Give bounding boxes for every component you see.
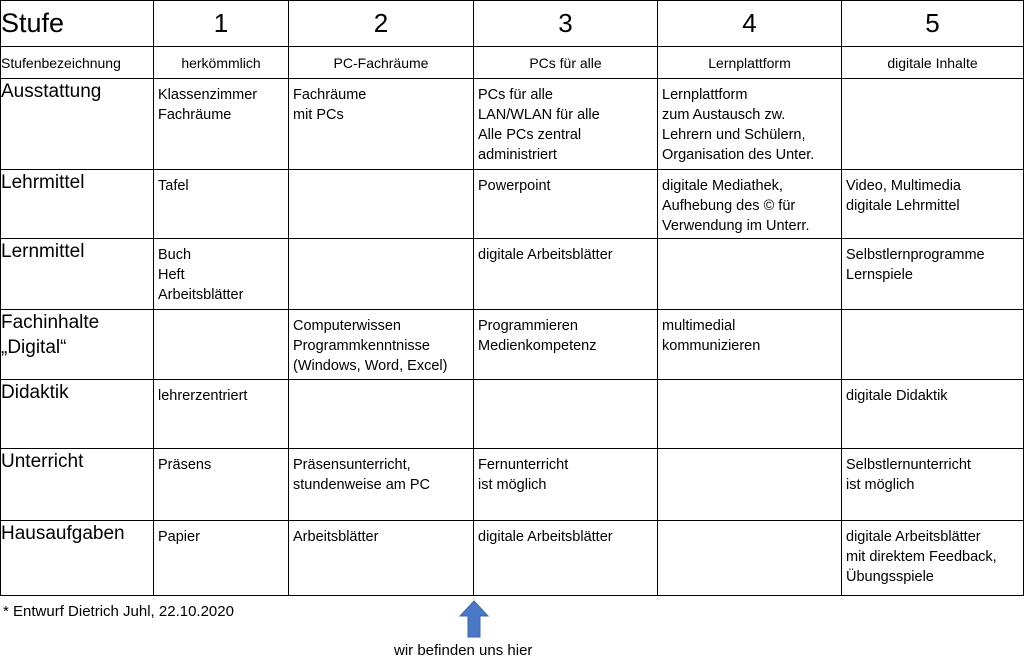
table-row [1, 449, 1024, 521]
table-cell [658, 380, 841, 386]
table-cell: Papier [158, 529, 200, 545]
table-cell: Fachräume mit PCs [293, 87, 367, 123]
row-label: Hausaufgaben [1, 521, 154, 596]
row-label: Lernmittel [1, 239, 154, 310]
stage-name: herkömmlich [154, 47, 289, 79]
table-cell [842, 310, 1023, 316]
table-cell: Selbstlernprogramme Lernspiele [846, 247, 985, 283]
table-cell: Computerwissen Programmkenntnisse (Windows, Word, Excel) [293, 318, 448, 374]
stage-number: 1 [154, 1, 289, 47]
table-cell: Programmieren Medienkompetenz [478, 318, 597, 354]
table-cell [842, 79, 1023, 85]
table-cell: Fernunterricht ist möglich [478, 457, 569, 493]
table-cell: Buch Heft Arbeitsblätter [158, 247, 244, 303]
table-cell [289, 239, 473, 245]
table-cell: lehrerzentriert [158, 388, 248, 404]
table-cell: Video, Multimedia digitale Lehrmittel [846, 178, 961, 214]
table-cell: Tafel [158, 178, 189, 194]
table-cell: digitale Mediathek, Aufhebung des © für Verwendung im Unterr. [662, 178, 810, 234]
row-label: Unterricht [1, 449, 154, 521]
table-cell: digitale Arbeitsblätter [478, 529, 613, 545]
position-marker-label: wir befinden uns hier [394, 642, 533, 659]
stage-name: Lernplattform [658, 47, 842, 79]
table-row [1, 239, 1024, 310]
row-label: Didaktik [1, 380, 154, 449]
footnote: * Entwurf Dietrich Juhl, 22.10.2020 [3, 603, 234, 620]
stage-name: PC-Fachräume [289, 47, 474, 79]
table-row [1, 521, 1024, 596]
stage-name: digitale Inhalte [842, 47, 1024, 79]
table-cell: digitale Arbeitsblätter mit direktem Feedback, Übungsspiele [846, 529, 997, 585]
table-row [1, 310, 1024, 380]
table-cell: Powerpoint [478, 178, 551, 194]
table-cell: digitale Didaktik [846, 388, 948, 404]
table-cell: multimedial kommunizieren [662, 318, 761, 354]
table-row [1, 380, 1024, 449]
subheader-label: Stufenbezeichnung [1, 47, 154, 79]
table-row [1, 170, 1024, 239]
stage-number: 4 [658, 1, 842, 47]
table-cell [289, 170, 473, 176]
row-label: Ausstattung [1, 79, 154, 170]
table-title: Stufe [1, 1, 154, 47]
stage-number: 2 [289, 1, 474, 47]
table-cell [658, 521, 841, 527]
table-cell: Klassenzimmer Fachräume [158, 87, 258, 123]
row-label: Fachinhalte „Digital“ [1, 310, 154, 380]
table-row [1, 79, 1024, 170]
table-cell: Selbstlernunterricht ist möglich [846, 457, 971, 493]
table-cell: Präsensunterricht, stundenweise am PC [293, 457, 431, 493]
table-cell [658, 449, 841, 455]
stage-number: 5 [842, 1, 1024, 47]
header-row [1, 1, 1024, 47]
table-cell: Präsens [158, 457, 212, 473]
table-cell: Lernplattform zum Austausch zw. Lehrern und Schülern, Organisation des Unter. [662, 87, 815, 163]
stage-name: PCs für alle [474, 47, 658, 79]
table-cell [474, 380, 657, 386]
stage-number: 3 [474, 1, 658, 47]
table-cell: Arbeitsblätter [293, 529, 379, 545]
subheader-row [1, 47, 1024, 79]
row-label: Lehrmittel [1, 170, 154, 239]
table-cell [658, 239, 841, 245]
table-cell [154, 310, 288, 316]
table-cell: PCs für alle LAN/WLAN für alle Alle PCs zentral administriert [478, 87, 600, 163]
table-cell [289, 380, 473, 386]
up-arrow-icon [459, 600, 489, 638]
table-cell: digitale Arbeitsblätter [478, 247, 613, 263]
